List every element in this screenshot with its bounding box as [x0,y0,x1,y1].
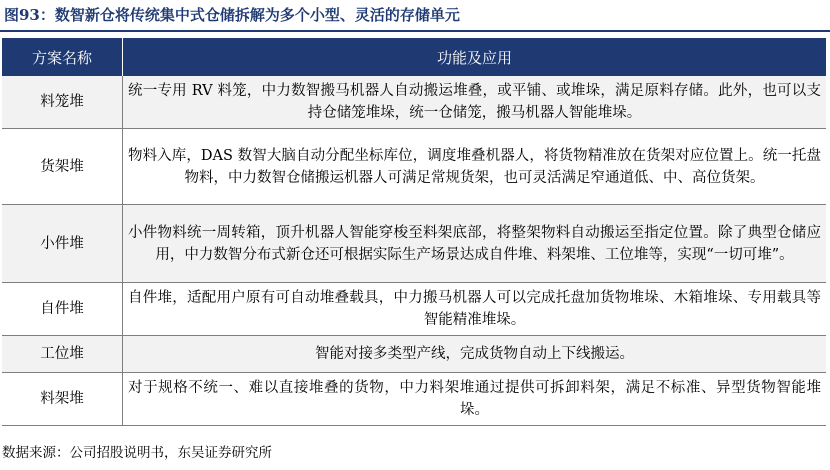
row-desc: 对于规格不统一、难以直接堆叠的货物，中力料架堆通过提供可拆卸料架，满足不标准、异型货物智能堆垛。 [123,373,827,426]
table-row [2,373,826,426]
header-function: 功能及应用 [123,38,827,76]
table-row [2,76,826,129]
row-name: 货架堆 [2,129,123,205]
row-name: 料笼堆 [2,76,123,129]
table-row [2,336,826,373]
row-desc: 小件物料统一周转箱，顶升机器人智能穿梭至料架底部，将整架物料自动搬运至指定位置。除了典型仓储应用，中力数智分布式新仓还可根据实际生产场景达成自件堆、料架堆、工位堆等，实现“一切可堆”。 [123,205,827,283]
row-desc: 统一专用 RV 料笼，中力数智搬马机器人自动搬运堆叠，或平铺、或堆垛，满足原料存储。此外，也可以支持仓储笼堆垛，统一仓储笼，搬马机器人智能堆垛。 [123,76,827,129]
row-desc: 智能对接多类型产线，完成货物自动上下线搬运。 [123,336,827,373]
row-name: 自件堆 [2,283,123,336]
row-name: 工位堆 [2,336,123,373]
row-name: 小件堆 [2,205,123,283]
table-row [2,129,826,205]
row-desc: 自件堆，适配用户原有可自动堆叠载具，中力搬马机器人可以完成托盘加货物堆垛、木箱堆垛、专用载具等智能精准堆垛。 [123,283,827,336]
table-header-row [2,38,826,76]
table-row [2,205,826,283]
row-name: 料架堆 [2,373,123,426]
table-row [2,283,826,336]
header-name: 方案名称 [2,38,123,76]
solution-table [2,38,826,426]
figure-title: 图93：数智新仓将传统集中式仓储拆解为多个小型、灵活的存储单元 [4,6,460,24]
row-desc: 物料入库，DAS 数智大脑自动分配坐标库位，调度堆叠机器人，将货物精准放在货架对应位置上。统一托盘物料，中力数智仓储搬运机器人可满足常规货架，也可灵活满足窄通道低、中、高位货架。 [123,129,827,205]
title-rule [0,30,830,32]
source-note: 数据来源：公司招股说明书，东吴证券研究所 [2,445,272,461]
